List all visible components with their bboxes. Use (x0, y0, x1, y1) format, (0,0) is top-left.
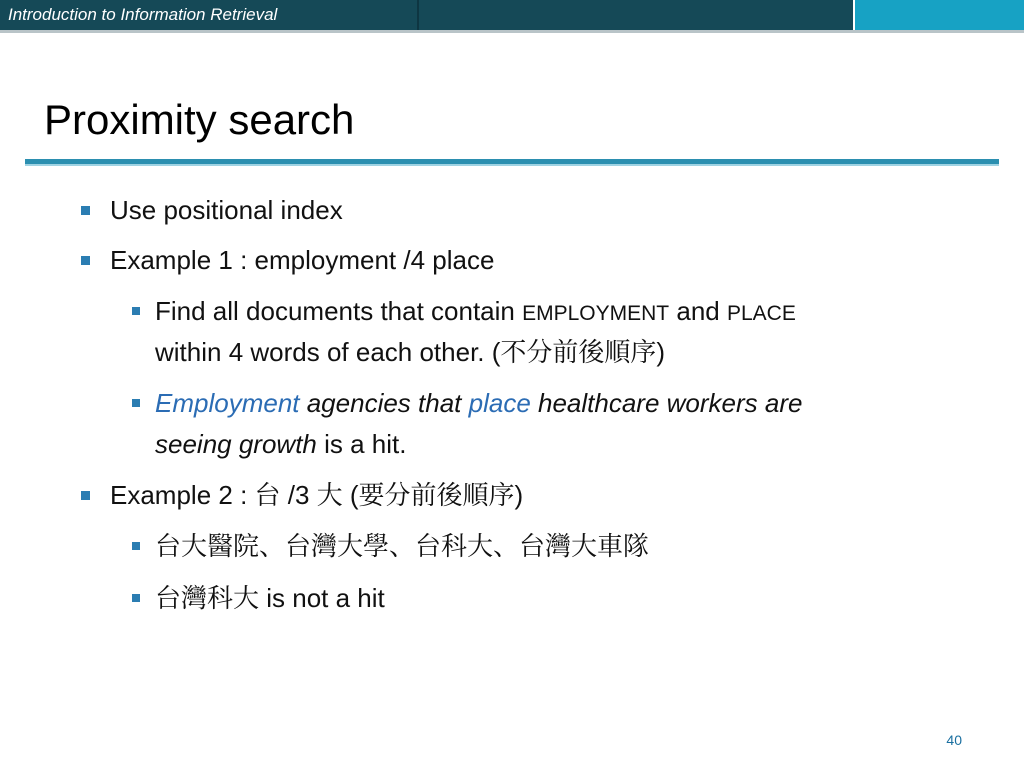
sub-bullet-example-sentence (155, 383, 802, 423)
cjk-term: 台灣科大 (155, 583, 260, 613)
conjunction: and (669, 296, 727, 326)
bullet-marker (81, 256, 90, 265)
sub-bullet-marker (132, 542, 140, 550)
header-bar (0, 0, 1024, 32)
course-title: Introduction to Information Retrieval (8, 5, 278, 24)
sub-bullet-example-sentence-line2 (155, 424, 406, 464)
sub-bullet-marker (132, 399, 140, 407)
header-separator (417, 0, 419, 30)
sub-bullet-text: Find all documents that contain (155, 296, 523, 326)
highlight-employment: Employment (155, 388, 300, 418)
bullet-example-2: Example 2 : 台 /3 大 (要分前後順序) (110, 480, 524, 510)
bullet-marker (81, 206, 90, 215)
sub-bullet-find-documents (155, 291, 796, 334)
bullet-marker (81, 491, 90, 500)
sub-bullet-find-documents-line2: within 4 words of each other. (不分前後順序) (155, 337, 666, 367)
bullet-use-positional-index: Use positional index (110, 195, 343, 225)
bullet-example-1: Example 1 : employment /4 place (110, 245, 495, 275)
sub-bullet-marker (132, 307, 140, 315)
sub-bullet-not-hit (155, 578, 385, 618)
sentence-text: seeing growth (155, 429, 317, 459)
header-underline (0, 30, 1024, 33)
sentence-text: is a hit. (316, 429, 407, 459)
slide-title: Proximity search (44, 96, 355, 143)
sentence-text: agencies that (299, 388, 469, 418)
sub-bullet-marker (132, 594, 140, 602)
term-employment: EMPLOYMENT (522, 302, 670, 325)
sentence-text: is not a hit (259, 583, 385, 613)
page-number: 40 (946, 732, 962, 748)
highlight-place: place (468, 388, 531, 418)
sub-bullet-hit-examples: 台大醫院、台灣大學、台科大、台灣大車隊 (155, 531, 650, 561)
term-place: PLACE (726, 302, 796, 325)
sentence-text: healthcare workers are (530, 388, 803, 418)
title-rule-highlight (25, 164, 999, 166)
header-light-panel (855, 0, 1024, 30)
